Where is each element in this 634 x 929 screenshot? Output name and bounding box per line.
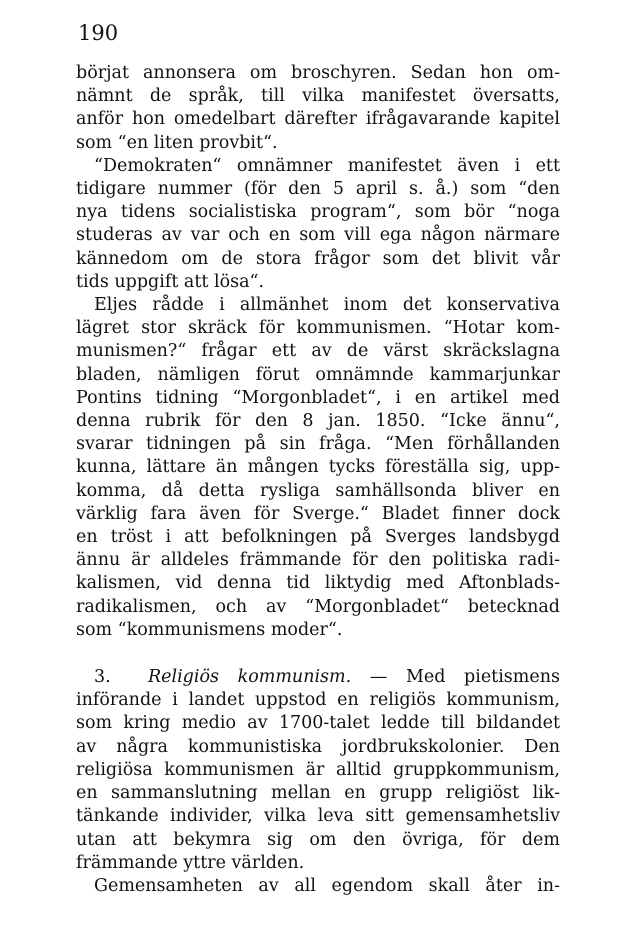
paragraph-2 xyxy=(76,155,560,294)
text-line: som kring medio av 1700-talet ledde till bildandet xyxy=(76,713,560,734)
text-line: främmande yttre världen. xyxy=(76,852,305,873)
section-3-paragraph xyxy=(76,666,560,875)
text-line: kalismen, vid denna tid liktydig med Aftonblads- xyxy=(76,573,560,594)
paragraph-1 xyxy=(76,62,560,155)
text-line: svarar tidningen på sin fråga. “Men förhållanden xyxy=(76,434,560,455)
text-line: religiösa kommunismen är alltid gruppkommunism, xyxy=(76,759,560,780)
text-line: av några kommunistiska jordbrukskolonier. Den xyxy=(76,736,560,757)
final-paragraph xyxy=(76,875,560,898)
text-line: utan att bekymra sig om den övriga, för dem xyxy=(76,829,560,850)
text-line: börjat annonsera om broschyren. Sedan hon om- xyxy=(76,63,560,83)
text-line: studeras av var och en som vill ega någon närmare xyxy=(76,225,560,246)
section-number: 3. xyxy=(94,667,111,688)
text-line: nämnt de språk, till vilka manifestet översatts, xyxy=(76,86,560,107)
section-dash: — xyxy=(351,667,406,688)
text-line: en tröst i att befolkningen på Sverges landsbygd xyxy=(76,527,560,548)
text-line: Pontins tidning “Morgonbladet“, i en artikel med xyxy=(76,387,560,408)
text-line: denna rubrik för den 8 jan. 1850. “Icke ännu“, xyxy=(76,411,560,432)
text-line: tänkande individer, vilka leva sitt gemensamhetsliv xyxy=(76,806,560,827)
text-line: ännu är alldeles främmande för den politiska radi- xyxy=(76,550,560,571)
text-line: tids uppgift att lösa“. xyxy=(76,271,265,292)
section-first-line-rest: Med pietismens xyxy=(405,667,560,688)
text-line: “Demokraten“ omnämner manifestet även i ett xyxy=(94,155,560,176)
paragraph-3 xyxy=(76,294,560,642)
text-line: tidigare nummer (för den 5 april s. å.) som “den xyxy=(76,179,560,200)
text-line: som “kommunismens moder“. xyxy=(76,619,343,640)
text-line: Eljes rådde i allmänhet inom det konservativa xyxy=(94,295,560,316)
section-gap xyxy=(76,642,560,666)
text-line: Gemensamheten av all egendom skall åter in- xyxy=(94,875,560,896)
text-line: värklig fara även för Sverge.“ Bladet finner dock xyxy=(76,503,560,524)
section-heading-line xyxy=(76,666,560,689)
text-line: munismen?“ frågar ett av de värst skräckslagna xyxy=(76,341,560,362)
text-line: nya tidens socialistiska program“, som bör “noga xyxy=(76,202,560,223)
text-line: bladen, nämligen förut omnämnde kammarjunkar xyxy=(76,364,560,385)
text-line: som “en liten provbit“. xyxy=(76,132,278,153)
text-line: kännedom om de stora frågor som det blivit vår xyxy=(76,248,560,269)
section-title: Religiös kommunism. xyxy=(147,667,352,688)
text-line: komma, då detta rysliga samhällsonda bliver en xyxy=(76,480,560,501)
text-line: en sammanslutning mellan en grupp religiöst lik- xyxy=(76,783,560,804)
text-line: anför hon omedelbart därefter ifrågavarande kapitel xyxy=(76,109,560,130)
text-line: införande i landet uppstod en religiös kommunism, xyxy=(76,690,560,711)
page-number: 190 xyxy=(78,21,119,45)
text-line: lägret stor skräck för kommunismen. “Hotar kom- xyxy=(76,318,560,339)
text-line: kunna, lättare än mången tycks föreställa sig, upp- xyxy=(76,457,560,478)
text-line: radikalismen, och av “Morgonbladet“ betecknad xyxy=(76,596,560,617)
